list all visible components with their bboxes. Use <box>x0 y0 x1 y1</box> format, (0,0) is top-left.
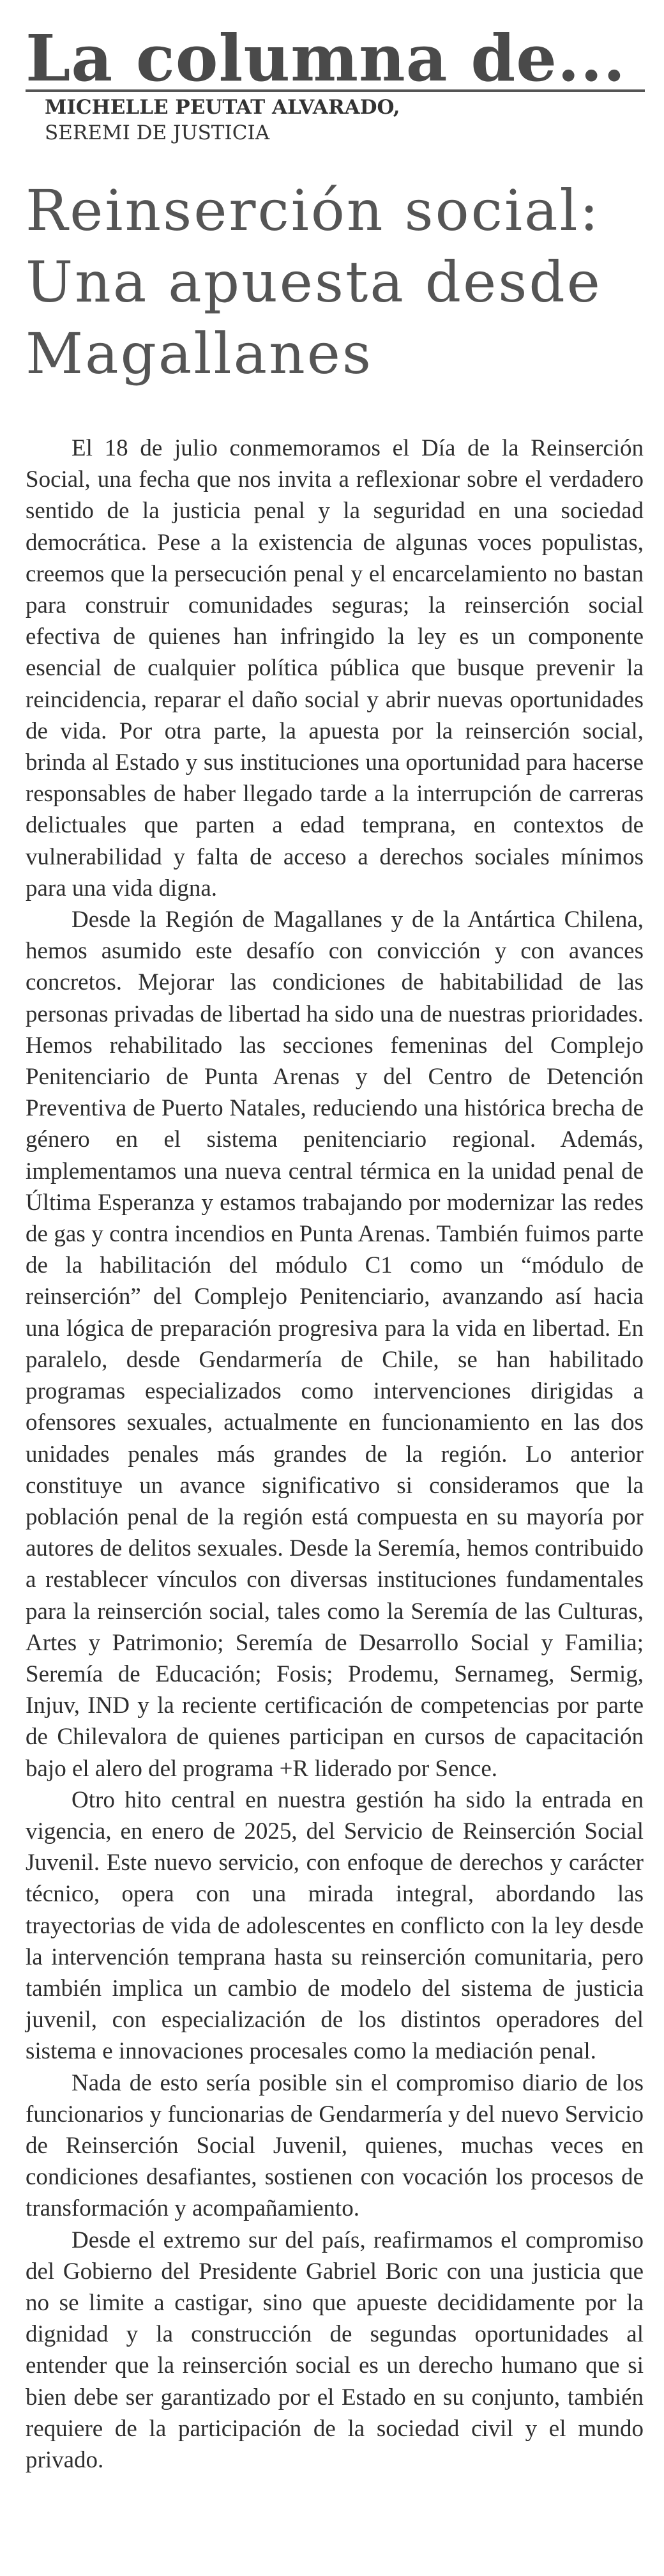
headline-line: Una apuesta desde <box>26 249 602 315</box>
article-paragraph: Desde el extremo sur del país, reafirmamos el compromiso del Gobierno del Presidente Gabriel Boric con una justicia que no se limite a castigar, sino que apueste decididamente por la dignidad y la construcción de segundas oportunidades al entender que la reinserción social es un derecho humano que si bien debe ser garantizado por el Estado en su conjunto, también requiere de la participación de la sociedad civil y el mundo privado. <box>26 2227 644 2473</box>
article-paragraph: El 18 de julio conmemoramos el Día de la Reinserción Social, una fecha que nos invita a reflexionar sobre el verdadero sentido de la justicia penal y la seguridad en una sociedad democrática. Pese a la existencia de algunas voces populistas, creemos que la persecución penal y el encarcelamiento no bastan para construir comunidades seguras; la reinserción social efectiva de quienes han infringido la ley es un componente esencial de cualquier política pública que busque prevenir la reincidencia, reparar el daño social y abrir nuevas oportunidades de vida. Por otra parte, la apuesta por la reinserción social, brinda al Estado y sus instituciones una oportunidad para hacerse responsables de haber llegado tarde a la interrupción de carreras delictuales que parten a edad temprana, en contextos de vulnerabilidad y falta de acceso a derechos sociales mínimos para una vida digna. <box>26 435 644 901</box>
headline-line: Reinserción social: <box>26 178 601 243</box>
article-body <box>26 433 644 2476</box>
article-paragraph: Otro hito central en nuestra gestión ha sido la entrada en vigencia, en enero de 2025, del Servicio de Reinserción Social Juvenil. Este nuevo servicio, con enfoque de derechos y carácter técnico, opera con una mirada integral, abordando las trayectorias de vida de adolescentes en conflicto con la ley desde la intervención temprana hasta su reinserción comunitaria, pero también implica un cambio de modelo del sistema de justicia juvenil, con especialización de los distintos operadores del sistema e innovaciones procesales como la mediación penal. <box>26 1786 644 2065</box>
article-paragraph: Nada de esto sería posible sin el compromiso diario de los funcionarios y funcionarias de Gendarmería y del nuevo Servicio de Reinserción Social Juvenil, quienes, muchas veces en condiciones desafiantes, sostienen con vocación los procesos de transformación y acompañamiento. <box>26 2069 644 2222</box>
article-paragraph: Desde la Región de Magallanes y de la Antártica Chilena, hemos asumido este desafío con convicción y con avances concretos. Mejorar las condiciones de habitabilidad de las personas privadas de libertad ha sido una de nuestras prioridades. Hemos rehabilitado las secciones femeninas del Complejo Penitenciario de Punta Arenas y del Centro de Detención Preventiva de Puerto Natales, reduciendo una histórica brecha de género en el sistema penitenciario regional. Además, implementamos una nueva central térmica en la unidad penal de Última Esperanza y estamos trabajando por modernizar las redes de gas y contra incendios en Punta Arenas. También fuimos parte de la habilitación del módulo C1 como un “módulo de reinserción” del Complejo Penitenciario, avanzando así hacia una lógica de preparación progresiva para la vida en libertad. En paralelo, desde Gendarmería de Chile, se han habilitado programas especializados como intervenciones dirigidas a ofensores sexuales, actualmente en funcionamiento en las dos unidades penales más grandes de la región. Lo anterior constituye un avance significativo si consideramos que la población penal de la región está compuesta en su mayoría por autores de delitos sexuales. Desde la Seremía, hemos contribuido a restablecer vínculos con diversas instituciones fundamentales para la reinserción social, tales como la Seremía de las Culturas, Artes y Patrimonio; Seremía de Desarrollo Social y Familia; Seremía de Educación; Fosis; Prodemu, Sernameg, Sermig, Injuv, IND y la reciente certificación de competencias por parte de Chilevalora de quienes participan en cursos de capacitación bajo el alero del programa +R liderado por Sence. <box>26 907 644 1782</box>
article-headline <box>26 175 651 390</box>
author-name: MICHELLE PEUTAT ALVARADO, <box>45 96 400 119</box>
headline-line: Magallanes <box>26 321 374 387</box>
header-divider <box>26 89 645 92</box>
column-section-title: La columna de... <box>26 20 626 96</box>
author-role: SEREMI DE JUSTICIA <box>45 121 270 144</box>
